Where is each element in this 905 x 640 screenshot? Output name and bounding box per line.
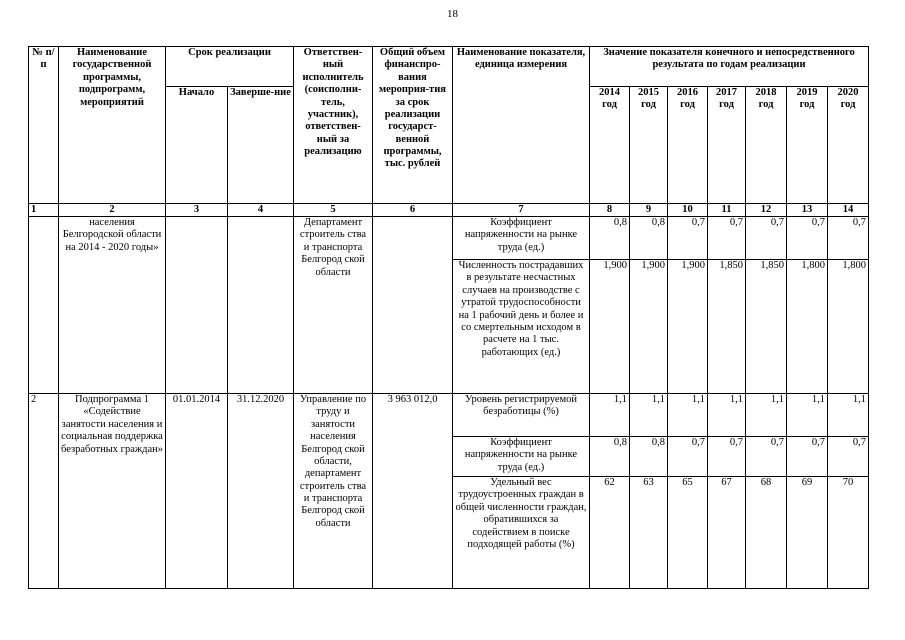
column-number: 8 [590,204,630,217]
column-number: 11 [708,204,746,217]
header-year: 2015 год [630,87,668,204]
column-number: 4 [228,204,294,217]
indicator-value: 0,7 [708,437,746,477]
column-number: 5 [294,204,373,217]
program-table [28,46,869,589]
indicator-value: 1,1 [746,394,787,437]
responsible-executor: Управление по труду и занятости населения Белгород ской области, департамент строитель ства и транспорта Белгород ской области [294,394,373,589]
indicator-value: 0,8 [630,437,668,477]
header-volume: Общий объем финанспро-вания мероприя-тия за срок реализации государст-венной программы, тыс. рублей [373,47,453,204]
indicator-value: 1,1 [668,394,708,437]
column-number: 10 [668,204,708,217]
indicator-value: 1,1 [630,394,668,437]
indicator-value: 0,8 [630,217,668,260]
indicator-value: 1,900 [668,260,708,394]
start-date: 01.01.2014 [166,394,228,589]
indicator-name: Уровень регистрируемой безработицы (%) [453,394,590,437]
program-name: Подпрограмма 1 «Содействие занятости населения и социальная поддержка безработных граждан» [59,394,166,589]
indicator-value: 1,850 [708,260,746,394]
indicator-name: Коэффициент напряженности на рынке труда (ед.) [453,437,590,477]
indicator-value: 0,7 [828,437,869,477]
column-number: 3 [166,204,228,217]
start-date [166,217,228,394]
indicator-value: 70 [828,477,869,589]
header-year: 2014 год [590,87,630,204]
indicator-value: 0,7 [746,437,787,477]
column-number: 1 [29,204,59,217]
indicator-value: 1,1 [708,394,746,437]
header-end: Заверше-ние [228,87,294,204]
table-row [29,217,869,260]
header-year: 2020 год [828,87,869,204]
row-num [29,217,59,394]
column-number: 9 [630,204,668,217]
indicator-value: 0,7 [708,217,746,260]
indicator-name: Численность пострадавших в результате несчастных случаев на производстве с утратой трудоспособности на 1 рабочий день и более и со смертельным исходом в расчете на 1 тыс. работающих (ед.) [453,260,590,394]
indicator-value: 1,1 [828,394,869,437]
indicator-value: 62 [590,477,630,589]
page-number: 18 [447,8,458,20]
indicator-value: 0,7 [828,217,869,260]
funding-volume [373,217,453,394]
indicator-value: 0,7 [787,217,828,260]
indicator-value: 0,7 [668,217,708,260]
indicator-value: 0,7 [787,437,828,477]
header-num: № п/п [29,47,59,204]
header-year: 2019 год [787,87,828,204]
row-num: 2 [29,394,59,589]
indicator-value: 1,800 [828,260,869,394]
indicator-value: 0,7 [668,437,708,477]
responsible-executor: Департамент строитель ства и транспорта Белгород ской области [294,217,373,394]
indicator-value: 69 [787,477,828,589]
header-indicator: Наименование показателя, единица измерения [453,47,590,204]
indicator-value: 1,900 [590,260,630,394]
header-values: Значение показателя конечного и непосредственного результата по годам реализации [590,47,869,87]
funding-volume: 3 963 012,0 [373,394,453,589]
header-start: Начало [166,87,228,204]
end-date [228,217,294,394]
column-number: 7 [453,204,590,217]
indicator-value: 1,1 [787,394,828,437]
header-year: 2017 год [708,87,746,204]
column-number: 12 [746,204,787,217]
header-term: Срок реализации [166,47,294,87]
column-number: 2 [59,204,166,217]
table-row [29,394,869,437]
indicator-value: 0,8 [590,217,630,260]
indicator-value: 0,7 [746,217,787,260]
header-year: 2016 год [668,87,708,204]
column-number: 13 [787,204,828,217]
indicator-value: 67 [708,477,746,589]
column-number: 14 [828,204,869,217]
indicator-name: Коэффициент напряженности на рынке труда (ед.) [453,217,590,260]
indicator-value: 0,8 [590,437,630,477]
indicator-value: 1,800 [787,260,828,394]
indicator-value: 63 [630,477,668,589]
program-name: населения Белгородской области на 2014 - 2020 годы» [59,217,166,394]
indicator-value: 1,900 [630,260,668,394]
column-numbers-row [29,204,869,217]
header-responsible: Ответствен-ный исполнитель (соисполни-тель, участник), ответствен-ный за реализацию [294,47,373,204]
column-number: 6 [373,204,453,217]
header-name: Наименование государственной программы, подпрограмм, мероприятий [59,47,166,204]
indicator-value: 1,850 [746,260,787,394]
indicator-value: 68 [746,477,787,589]
indicator-name: Удельный вес трудоустроенных граждан в общей численности граждан, обратившихся за содействием в поиске подходящей работы (%) [453,477,590,589]
indicator-value: 1,1 [590,394,630,437]
header-year: 2018 год [746,87,787,204]
end-date: 31.12.2020 [228,394,294,589]
indicator-value: 65 [668,477,708,589]
